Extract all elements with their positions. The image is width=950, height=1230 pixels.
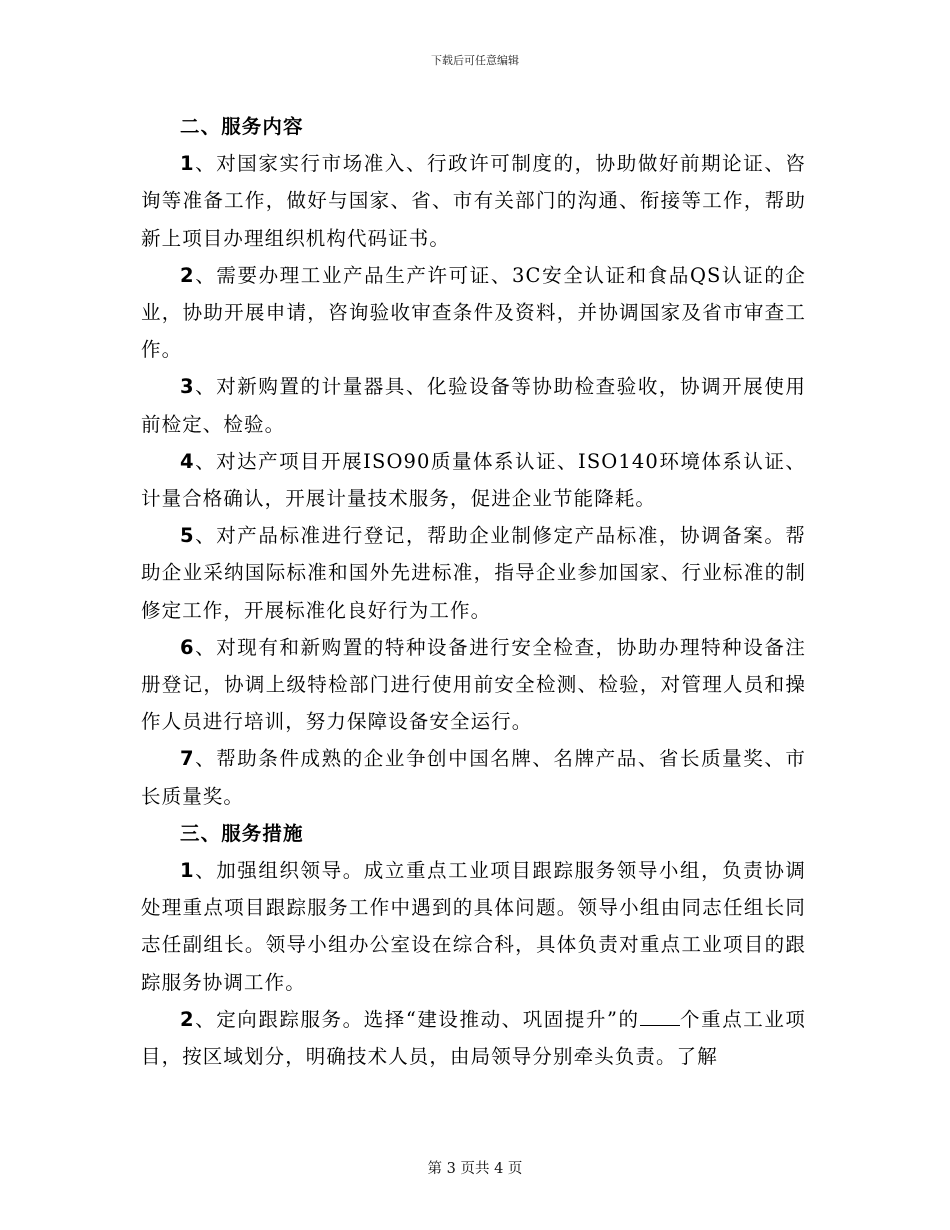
paragraph — [141, 517, 806, 629]
paragraph — [141, 443, 806, 517]
document-body — [141, 108, 806, 1075]
item-number: 6 — [180, 635, 195, 659]
item-number: 7 — [180, 747, 195, 771]
paragraph — [141, 740, 806, 814]
paragraph-text: 、对现有和新购置的特种设备进行安全检查，协助办理特种设备注册登记，协调上级特检部门进行使用前安全检测、检验，对管理人员和操作人员进行培训，努力保障设备安全运行。 — [141, 635, 806, 734]
section-title: 三、服务措施 — [180, 821, 304, 845]
paragraph — [141, 852, 806, 1001]
paragraph-text: 、定向跟踪服务。选择“建设推动、巩固提升”的 — [194, 1007, 640, 1031]
fill-in-blank — [640, 1007, 680, 1026]
page-footer: 第 3 页共 4 页 — [427, 1161, 523, 1177]
item-number: 4 — [180, 449, 195, 473]
paragraph — [141, 1001, 806, 1075]
paragraph-text: 、帮助条件成熟的企业争创中国名牌、名牌产品、省长质量奖、市长质量奖。 — [141, 747, 806, 808]
item-number: 2 — [180, 1007, 195, 1031]
paragraph-text: 、加强组织领导。成立重点工业项目跟踪服务领导小组，负责协调处理重点项目跟踪服务工作中遇到的具体问题。领导小组由同志任组长同志任副组长。领导小组办公室设在综合科，具体负责对重点工业项目的跟踪服务协调工作。 — [141, 859, 806, 994]
paragraph — [141, 629, 806, 741]
paragraph-text: 、对达产项目开展ISO90质量体系认证、ISO140环境体系认证、计量合格确认，开展计量技术服务，促进企业节能降耗。 — [141, 449, 806, 511]
paragraph-text: 、对国家实行市场准入、行政许可制度的，协助做好前期论证、咨询等准备工作，做好与国家、省、市有关部门的沟通、衔接等工作，帮助新上项目办理组织机构代码证书。 — [141, 152, 806, 250]
section-title: 二、服务内容 — [180, 115, 304, 138]
paragraph-text: 个重点工业项目，按区域划分，明确技术人员，由局领导分别牵头负责。了解 — [141, 1007, 807, 1069]
paragraph-text: 、对新购置的计量器具、化验设备等协助检查验收，协调开展使用前检定、检验。 — [141, 375, 806, 436]
paragraph — [141, 368, 806, 442]
item-number: 2 — [180, 263, 195, 287]
paragraph — [141, 145, 806, 257]
paragraph — [141, 257, 806, 369]
paragraph-text: 、对产品标准进行登记，帮助企业制修定产品标准，协调备案。帮助企业采纳国际标准和国外先进标准，指导企业参加国家、行业标准的制修定工作，开展标准化良好行为工作。 — [141, 524, 806, 622]
item-number: 1 — [180, 859, 195, 883]
item-number: 3 — [180, 375, 195, 399]
item-number: 5 — [180, 524, 195, 548]
paragraph-text: 、需要办理工业产品生产许可证、3C安全认证和食品QS认证的企业，协助开展申请，咨询验收审查条件及资料，并协调国家及省市审查工作。 — [141, 263, 806, 362]
page-header: 下载后可任意编辑 — [431, 54, 519, 67]
item-number: 1 — [180, 152, 195, 176]
